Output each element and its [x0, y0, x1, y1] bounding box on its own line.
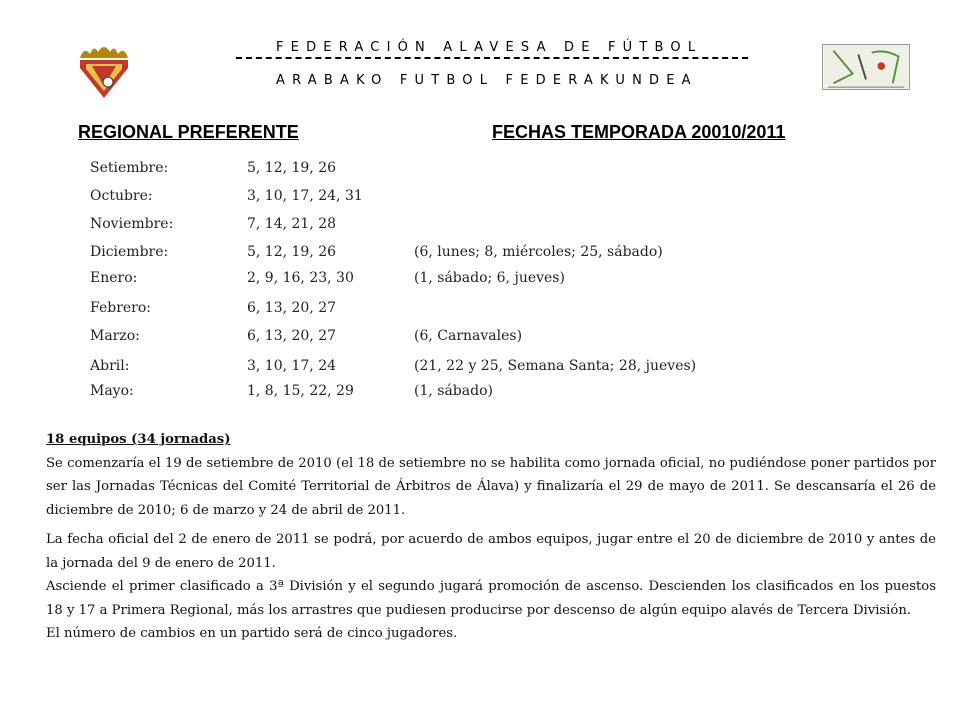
teams-subheading: 18 equipos (34 jornadas) [46, 432, 231, 447]
schedule-note: (6, lunes; 8, miércoles; 25, sábado) [414, 244, 663, 260]
schedule-note: (21, 22 y 25, Semana Santa; 28, jueves) [414, 358, 697, 374]
schedule-dates: 3, 10, 17, 24, 31 [247, 188, 363, 204]
schedule-dates: 7, 14, 21, 28 [247, 216, 337, 232]
schedule-month: Marzo: [90, 328, 140, 344]
rules-text [46, 428, 936, 646]
january-match-paragraph: La fecha oficial del 2 de enero de 2011 se podrá, por acuerdo de ambos equipos, jugar entre el 20 de diciembre de 2010 y antes de la jornada del 9 de enero de 2011. [46, 532, 936, 571]
competition-title: REGIONAL PREFERENTE [78, 122, 299, 142]
federation-crest-icon [76, 42, 132, 100]
header-divider [236, 57, 748, 59]
schedule-month: Abril: [90, 358, 130, 374]
schedule-month: Noviembre: [90, 216, 174, 232]
schedule-row [90, 214, 890, 242]
schedule-row [90, 381, 890, 409]
schedule-month: Enero: [90, 270, 138, 286]
football-logo-icon [822, 44, 910, 90]
schedule-row [90, 268, 890, 298]
schedule-month: Diciembre: [90, 244, 169, 260]
schedule-row [90, 326, 890, 356]
schedule-note: (1, sábado) [414, 383, 493, 399]
schedule-row [90, 186, 890, 214]
schedule-month: Setiembre: [90, 160, 169, 176]
schedule-row [90, 158, 890, 186]
schedule-dates: 1, 8, 15, 22, 29 [247, 383, 354, 399]
schedule-row [90, 298, 890, 326]
schedule-dates: 5, 12, 19, 26 [247, 160, 337, 176]
schedule-dates: 2, 9, 16, 23, 30 [247, 270, 354, 286]
schedule-dates: 5, 12, 19, 26 [247, 244, 337, 260]
schedule-month: Mayo: [90, 383, 134, 399]
season-start-paragraph: Se comenzaría el 19 de setiembre de 2010 (el 18 de setiembre no se habilita como jornada oficial, no pudiéndose poner partidos por ser las Jornadas Técnicas del Comité Territorial de Árbitros de Álava) y finalizaría el 29 de mayo de 2011. Se descansaría el 26 de diciembre de 2010; 6 de marzo y 24 de abril de 2011. [46, 455, 936, 518]
schedule-row [90, 242, 890, 268]
schedule-table [90, 158, 890, 409]
schedule-dates: 3, 10, 17, 24 [247, 358, 337, 374]
schedule-month: Febrero: [90, 300, 152, 316]
schedule-row [90, 356, 890, 381]
schedule-month: Octubre: [90, 188, 153, 204]
schedule-note: (6, Carnavales) [414, 328, 523, 344]
schedule-note: (1, sábado; 6, jueves) [414, 270, 565, 286]
schedule-dates: 6, 13, 20, 27 [247, 328, 337, 344]
substitutions-paragraph: El número de cambios en un partido será de cinco jugadores. [46, 626, 458, 641]
promotion-paragraph: Asciende el primer clasificado a 3ª División y el segundo jugará promoción de ascenso. Descienden los clasificados en los puestos 18 y 17 a Primera Regional, más los arrastres que pudiesen producirse por descenso de algún equipo alavés de Tercera División. [46, 579, 936, 618]
schedule-dates: 6, 13, 20, 27 [247, 300, 337, 316]
header-title-basque: ARABAKO FUTBOL FEDERAKUNDEA [276, 73, 698, 88]
header-title-spanish: FEDERACIÓN ALAVESA DE FÚTBOL [276, 40, 703, 55]
season-dates-title: FECHAS TEMPORADA 20010/2011 [492, 122, 786, 142]
